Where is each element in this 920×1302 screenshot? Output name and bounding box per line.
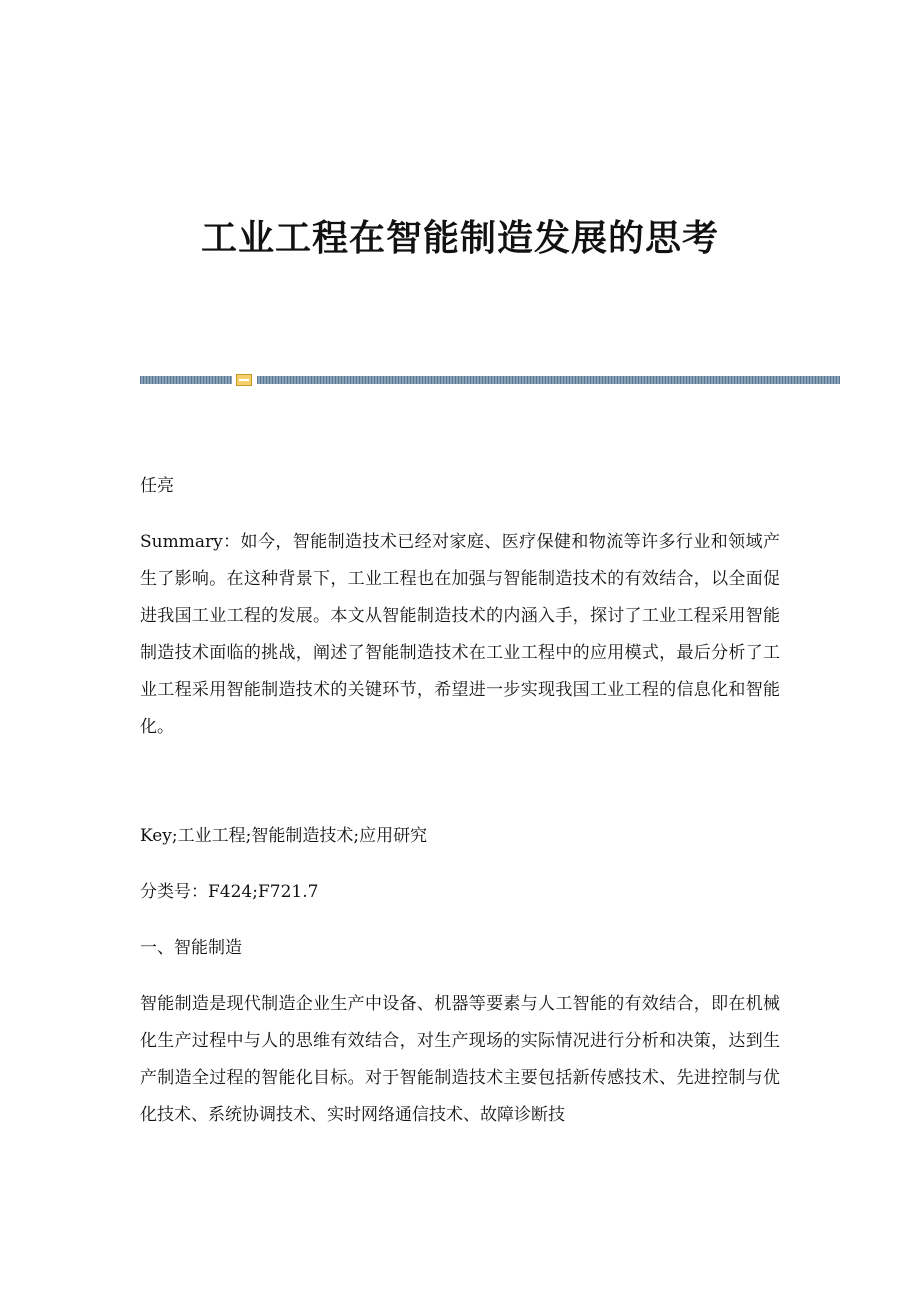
title-divider bbox=[140, 374, 840, 384]
keywords-line: Key;工业工程;智能制造技术;应用研究 bbox=[140, 826, 428, 846]
document-title: 工业工程在智能制造发展的思考 bbox=[200, 217, 719, 259]
summary-paragraph: Summary：如今，智能制造技术已经对家庭、医疗保健和物流等许多行业和领域产生了影响。在这种背景下，工业工程也在加强与智能制造技术的有效结合，以全面促进我国工业工程的发展。本文从智能制造技术的内涵入手，探讨了工业工程采用智能制造技术面临的挑战，阐述了智能制造技术在工业工程中的应用模式，最后分析了工业工程采用智能制造技术的关键环节，希望进一步实现我国工业工程的信息化和智能化。 bbox=[140, 532, 780, 737]
divider-bar-left bbox=[140, 376, 232, 384]
classification-number: 分类号：F424;F721.7 bbox=[140, 882, 319, 902]
divider-bar-right bbox=[257, 376, 840, 384]
author-name: 任亮 bbox=[140, 476, 174, 496]
divider-ornament-icon bbox=[236, 374, 252, 386]
body-paragraph: 智能制造是现代制造企业生产中设备、机器等要素与人工智能的有效结合，即在机械化生产过程中与人的思维有效结合，对生产现场的实际情况进行分析和决策，达到生产制造全过程的智能化目标。对于智能制造技术主要包括新传感技术、先进控制与优化技术、系统协调技术、实时网络通信技术、故障诊断技 bbox=[140, 994, 780, 1125]
section-heading: 一、智能制造 bbox=[140, 938, 242, 958]
